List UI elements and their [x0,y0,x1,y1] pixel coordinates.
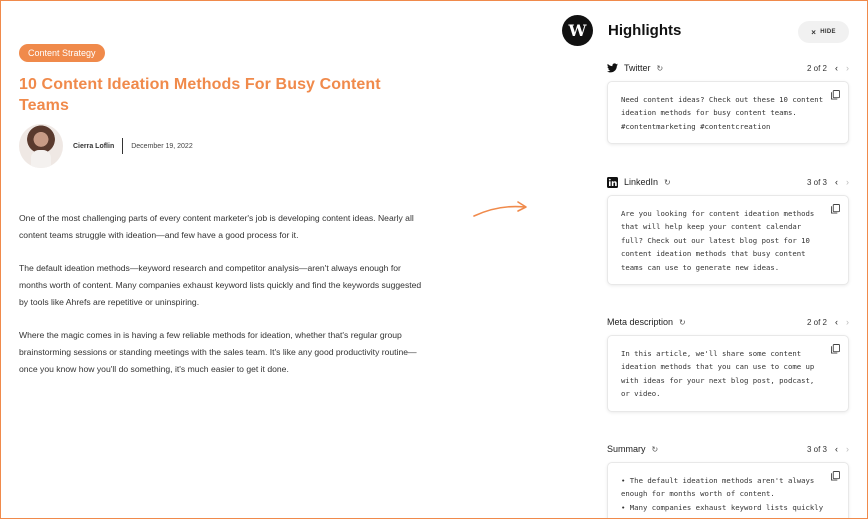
page-count: 2 of 2 [806,63,827,73]
pager [807,444,849,454]
highlight-card [607,195,849,285]
chevron-right-icon[interactable]: › [846,444,849,454]
hide-label: HIDE [820,29,836,35]
panel-title: Highlights [608,22,682,39]
refresh-icon[interactable]: ↻ [656,63,664,73]
page-count: 3 of 3 [806,177,827,187]
copy-icon[interactable] [831,204,840,214]
section-title: Meta description [607,317,674,327]
pager [807,177,849,187]
close-icon: × [811,27,817,37]
linkedin-icon [607,177,618,188]
refresh-icon[interactable]: ↻ [651,444,659,454]
article-body [19,210,429,378]
section-header [607,315,849,329]
section-title: LinkedIn [624,177,659,187]
paragraph: One of the most challenging parts of every content marketer's job is developing content ideas. Nearly all content teams struggle with ideation—and few have a good process for it. [19,213,414,240]
highlight-summary [607,442,849,519]
page-count: 3 of 3 [806,444,827,454]
highlight-meta-description [607,315,849,412]
article [19,43,429,394]
refresh-icon[interactable]: ↻ [664,177,671,187]
publish-date: December 19, 2022 [131,142,193,150]
app-logo: W [562,15,593,46]
paragraph: The default ideation methods—keyword research and competitor analysis—aren't always enough for months worth of content. Many companies exhaust keyword lists quickly and find the keywords suggested by tools like Ahrefs are repetitive or uninspiring. [19,263,422,307]
article-title: 10 Content Ideation Methods For Busy Content Teams [19,76,381,114]
copy-icon[interactable] [831,90,840,100]
highlight-twitter [607,61,849,144]
category-tag[interactable]: Content Strategy [19,44,105,62]
highlight-text[interactable]: Need content ideas? Check out these 10 content ideation methods for busy content teams. #contentmarketing #contentcreation [621,95,824,131]
highlight-linkedin [607,175,849,285]
pager [807,63,849,73]
highlight-card [607,335,849,412]
chevron-right-icon[interactable]: › [846,63,849,73]
highlight-text[interactable]: In this article, we'll share some content ideation methods that you can use to come up with ideas for your next blog post, podcast, or video. [621,349,815,399]
author-name[interactable]: Cierra Loflin [73,142,115,150]
chevron-left-icon[interactable]: ‹ [835,177,838,187]
author-row [19,124,429,168]
section-header [607,175,849,189]
highlight-card [607,81,849,144]
chevron-right-icon[interactable]: › [846,317,849,327]
hide-button[interactable] [798,21,849,43]
section-header [607,61,849,75]
pager [807,317,849,327]
chevron-right-icon[interactable]: › [846,177,849,187]
divider [122,138,123,154]
paragraph: Where the magic comes in is having a few reliable methods for ideation, whether that's regular group brainstorming sessions or standing meetings with the sales team. It's like any good productivity routine—once you know how you'll do something, it's much easier to get it done. [19,330,417,374]
copy-icon[interactable] [831,471,840,481]
chevron-left-icon[interactable]: ‹ [835,63,838,73]
copy-icon[interactable] [831,344,840,354]
avatar [19,124,63,168]
section-header [607,442,849,456]
section-title: Twitter [624,63,651,73]
refresh-icon[interactable]: ↻ [679,317,686,327]
highlight-card [607,462,849,519]
twitter-icon [607,63,618,74]
chevron-left-icon[interactable]: ‹ [835,317,838,327]
arrow-icon [471,199,531,221]
page-count: 2 of 2 [806,317,827,327]
highlight-text[interactable]: • The default ideation methods aren't always enough for months worth of content. • Many companies exhaust keyword lists quickly [621,476,824,512]
highlight-text[interactable]: Are you looking for content ideation methods that will help keep your content calendar full? Check out our latest blog post for 10 content ideation methods that busy content teams can use to generate new ideas. [621,209,815,272]
chevron-left-icon[interactable]: ‹ [835,444,838,454]
section-title: Summary [607,444,646,454]
